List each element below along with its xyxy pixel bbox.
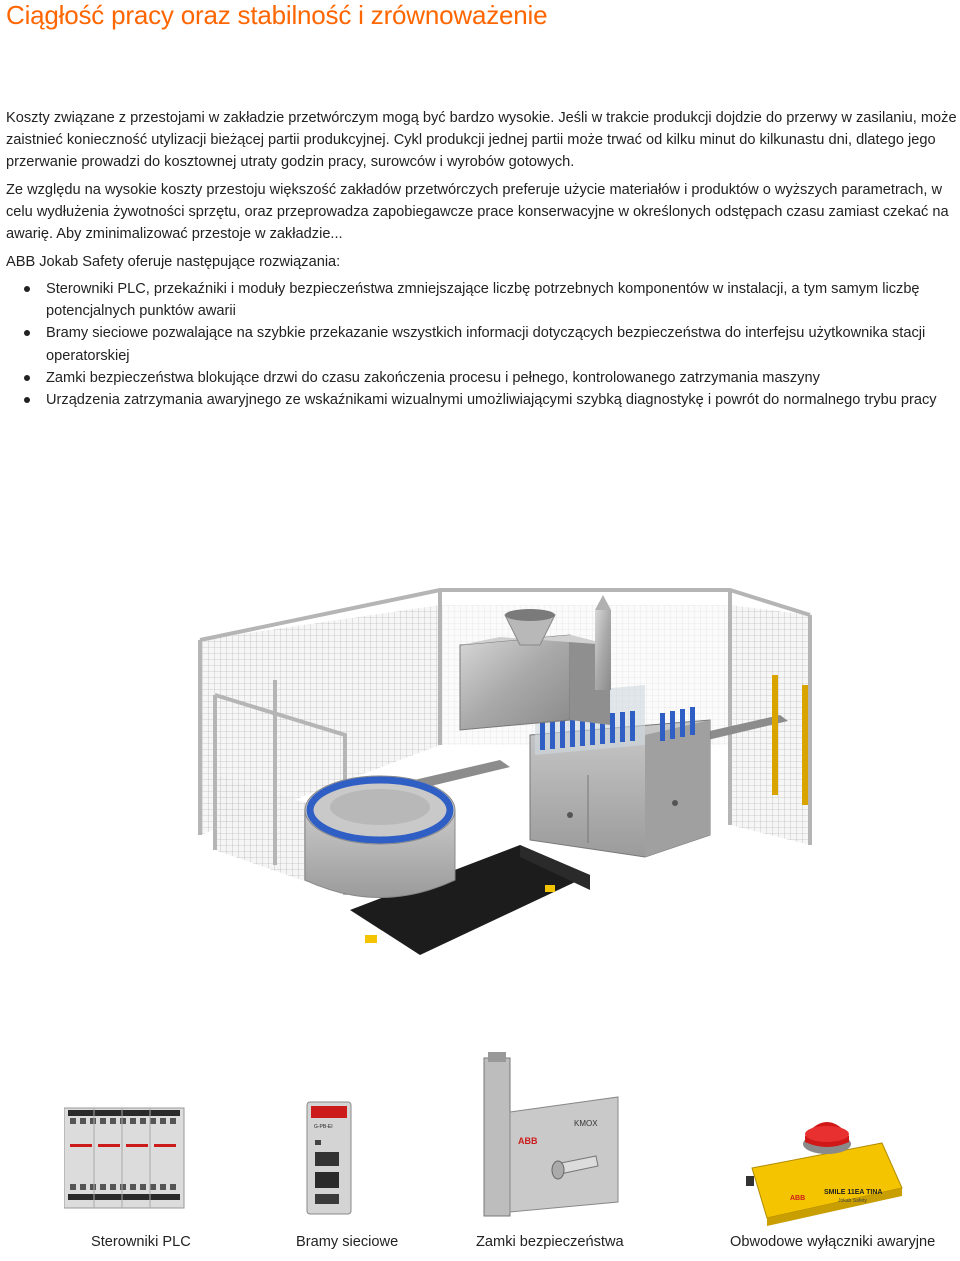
lock-model: KMOX (574, 1119, 598, 1128)
network-gateway-image (305, 1100, 355, 1216)
list-item: Sterowniki PLC, przekaźniki i moduły bezpieczeństwa zmniejszające liczbę potrzebnych komponentów w instalacji, a tym samym liczbę potencjalnych punktów awarii (22, 278, 942, 322)
lock-brand: ABB (518, 1136, 538, 1146)
caption-plc: Sterowniki PLC (91, 1234, 191, 1250)
emergency-stop-image (742, 1108, 908, 1228)
list-item: Zamki bezpieczeństwa blokujące drzwi do czasu zakończenia procesu i pełnego, kontrolowanego zatrzymania maszyny (22, 367, 942, 389)
caption-gateway: Bramy sieciowe (296, 1234, 399, 1250)
estop-sub: Jokab Safety (838, 1198, 867, 1204)
solutions-list (22, 278, 942, 411)
safety-lock-image (478, 1052, 628, 1222)
machine-top-box (460, 635, 570, 730)
list-item: Urządzenia zatrzymania awaryjnego ze wskaźnikami wizualnymi umożliwiającymi szybką diagnostykę i powrót do normalnego trybu pracy (22, 389, 942, 411)
plc-modules-image (64, 1102, 188, 1214)
estop-model: SMILE 11EA TINA (824, 1189, 883, 1196)
estop-brand: ABB (790, 1195, 806, 1202)
list-item: Bramy sieciowe pozwalające na szybkie przekazanie wszystkich informacji dotyczących bezpieczeństwa do interfejsu użytkownika stacji operatorskiej (22, 322, 942, 366)
body-paragraph: Ze względu na wysokie koszty przestoju większość zakładów przetwórczych preferuje użycie materiałów i produktów o wyższych parametrach, w celu wydłużenia żywotności sprzętu, oraz przeprowadza zapobiegawcze prace konserwacyjne w określonych odstępach czasu zamiast czekać na awarię. Aby zminimalizować przestoje w zakładzie... (6, 182, 949, 243)
intro-paragraph: Koszty związane z przestojami w zakładzie przetwórczym mogą być bardzo wysokie. Jeśli w trakcie produkcji dojdzie do przerwy w zasilaniu, może zaistnieć konieczność utylizacji bieżącej partii produkcyjnej. Cykl produkcji jednej partii może trwać od kilku minut do kilkunastu dni, dlatego jego przerwanie prowadzi do kosztownej utraty godzin pracy, surowców i wyrobów gotowych. (6, 110, 957, 171)
production-cell-illustration (190, 545, 830, 965)
light-curtain (772, 675, 778, 795)
solutions-lead: ABB Jokab Safety oferuje następujące rozwiązania: (6, 254, 341, 270)
page-title: Ciągłość pracy oraz stabilność i zrównoważenie (6, 0, 548, 30)
caption-estop: Obwodowe wyłączniki awaryjne (730, 1234, 936, 1250)
caption-lock: Zamki bezpieczeństwa (476, 1234, 624, 1250)
gateway-label: G-PB-EI (314, 1124, 333, 1130)
